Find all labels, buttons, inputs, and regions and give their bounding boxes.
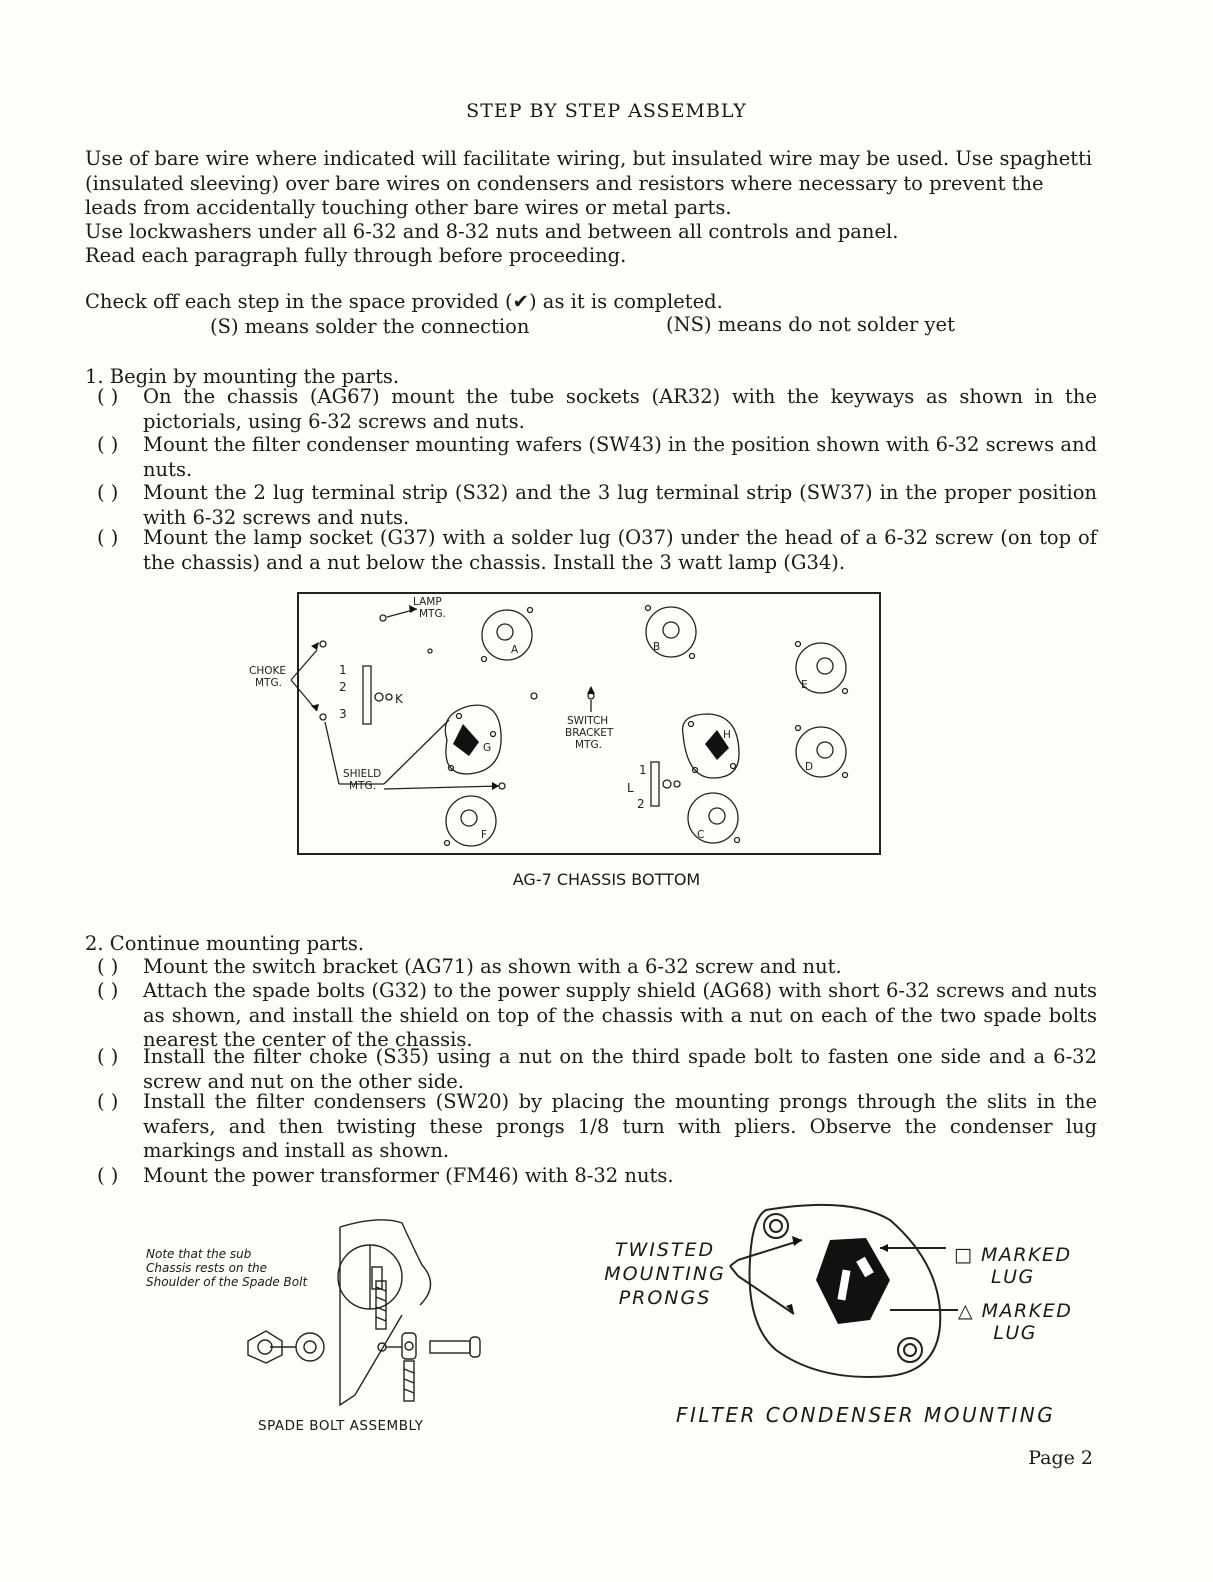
spade-note-line-2: Chassis rests on the: [146, 1261, 268, 1275]
socket-c-label: C: [697, 829, 705, 841]
socket-f-label: F: [481, 829, 488, 841]
switch-label: SWITCH: [567, 715, 609, 727]
marked-square-lug-label: [954, 1244, 1072, 1288]
socket-h-label: H: [723, 729, 731, 741]
step2-item-text: Mount the power transformer (FM46) with 8-32 nuts.: [143, 1164, 674, 1187]
intro-paragraph: Use of bare wire where indicated will facilitate wiring, but insulated wire may be used. Use spaghetti (insulated sleeving) over bare wires on condensers and resistors where necessary to prevent the leads from accidentally touching other bare wires or metal parts.: [85, 147, 1093, 219]
spade-note-line-3: Shoulder of the Spade Bolt: [146, 1275, 308, 1289]
socket-a-label: A: [511, 644, 519, 656]
socket-e-label: E: [801, 679, 808, 691]
lamp-mtg-label: MTG.: [419, 608, 446, 620]
socket-g-label: G: [483, 742, 492, 754]
step1-item-text: Mount the 2 lug terminal strip (S32) and the 3 lug terminal strip (SW37) in the proper position with 6-32 screws and nuts.: [143, 481, 1097, 529]
intro-lockwasher-line: Use lockwashers under all 6-32 and 8-32 nuts and between all controls and panel.: [85, 220, 899, 243]
step2-item-1: [97, 955, 1097, 980]
step1-item-4: [97, 526, 1097, 575]
step1-heading: 1. Begin by mounting the parts.: [85, 365, 400, 388]
marked-triangle-line-2: LUG: [993, 1322, 1038, 1344]
marked-square-line-2: LUG: [990, 1266, 1035, 1288]
step2-item-text: Install the filter condensers (SW20) by placing the mounting prongs through the slits in the wafers, and then twisting these prongs 1/8 turn with pliers. Observe the condenser lug markings and install as shown.: [143, 1090, 1097, 1162]
step1-item-text: Mount the lamp socket (G37) with a solder lug (O37) under the head of a 6-32 screw (on top of the chassis) and a nut below the chassis. Install the 3 watt lamp (G34).: [143, 526, 1097, 574]
legend-no-solder: (NS) means do not solder yet: [666, 313, 955, 336]
filter-condenser-diagram: [590, 1200, 1100, 1400]
lug-2-label: 2: [339, 680, 347, 694]
step2-item-text: Install the filter choke (S35) using a nut on the third spade bolt to fasten one side and a 6-32 screw and nut on the other side.: [143, 1045, 1097, 1093]
spade-note-line-1: Note that the sub: [146, 1247, 252, 1261]
step2-heading: 2. Continue mounting parts.: [85, 932, 365, 955]
filter-caption: FILTER CONDENSER MOUNTING: [676, 1403, 1056, 1427]
step1-item-2: [97, 433, 1097, 482]
step2-item-4: [97, 1090, 1097, 1164]
page-number: Page 2: [1028, 1447, 1093, 1469]
twisted-line-1: TWISTED: [614, 1239, 716, 1261]
lamp-label: LAMP: [413, 596, 442, 608]
spade-bolt-drawing: [140, 1215, 500, 1415]
step1-item-1: [97, 385, 1097, 434]
step1-item-3: [97, 481, 1097, 530]
switch-mtg-label: MTG.: [575, 739, 602, 751]
twisted-line-3: PRONGS: [618, 1287, 712, 1309]
checkbox[interactable]: ( ): [97, 1045, 119, 1068]
marked-square-line-1: □ MARKED: [954, 1244, 1072, 1266]
step2-item-text: Mount the switch bracket (AG71) as shown with a 6-32 screw and nut.: [143, 955, 842, 978]
marked-triangle-line-1: △ MARKED: [958, 1300, 1073, 1322]
spade-bolt-diagram: [140, 1215, 500, 1415]
checkbox[interactable]: ( ): [97, 1090, 119, 1113]
step1-item-text: Mount the filter condenser mounting wafers (SW43) in the position shown with 6-32 screws and nuts.: [143, 433, 1097, 481]
checkbox[interactable]: ( ): [97, 979, 119, 1002]
strip-l-label: L: [627, 781, 634, 795]
page-title: STEP BY STEP ASSEMBLY: [466, 100, 747, 122]
lug-3-label: 3: [339, 707, 347, 721]
choke-mtg-label: MTG.: [255, 677, 282, 689]
checkbox[interactable]: ( ): [97, 481, 119, 504]
strip-k-label: K: [395, 692, 403, 706]
step2-item-3: [97, 1045, 1097, 1094]
checkbox[interactable]: ( ): [97, 1164, 119, 1187]
chassis-drawing: [249, 594, 879, 853]
intro-read-line: Read each paragraph fully through before proceeding.: [85, 244, 627, 267]
step2-item-5: [97, 1164, 1097, 1189]
twisted-line-2: MOUNTING: [604, 1263, 726, 1285]
bracket-label: BRACKET: [565, 727, 614, 739]
strip-l-lug-2-label: 2: [637, 797, 645, 811]
chassis-caption: AG-7 CHASSIS BOTTOM: [512, 870, 701, 889]
legend-solder: (S) means solder the connection: [210, 315, 530, 338]
checkbox[interactable]: ( ): [97, 385, 119, 408]
check-note: Check off each step in the space provided (✔) as it is completed.: [85, 290, 723, 313]
step2-item-2: [97, 979, 1097, 1053]
checkbox[interactable]: ( ): [97, 433, 119, 456]
chassis-bottom-diagram: [249, 592, 881, 855]
lug-1-label: 1: [339, 663, 347, 677]
spade-caption: SPADE BOLT ASSEMBLY: [258, 1418, 424, 1434]
twisted-prongs-label: [600, 1238, 730, 1310]
shield-mtg-label: MTG.: [349, 780, 376, 792]
choke-label: CHOKE: [249, 665, 287, 677]
checkbox[interactable]: ( ): [97, 955, 119, 978]
shield-label: SHIELD: [343, 768, 382, 780]
strip-l-lug-1-label: 1: [639, 763, 647, 777]
socket-b-label: B: [653, 641, 661, 653]
step2-item-text: Attach the spade bolts (G32) to the power supply shield (AG68) with short 6-32 screws and nuts as shown, and install the shield on top of the chassis with a nut on each of the two spade bolts nearest the center of the chassis.: [143, 979, 1097, 1051]
socket-d-label: D: [805, 761, 814, 773]
marked-triangle-lug-label: [958, 1300, 1072, 1344]
step1-item-text: On the chassis (AG67) mount the tube sockets (AR32) with the keyways as shown in the pictorials, using 6-32 screws and nuts.: [143, 385, 1097, 433]
checkbox[interactable]: ( ): [97, 526, 119, 549]
